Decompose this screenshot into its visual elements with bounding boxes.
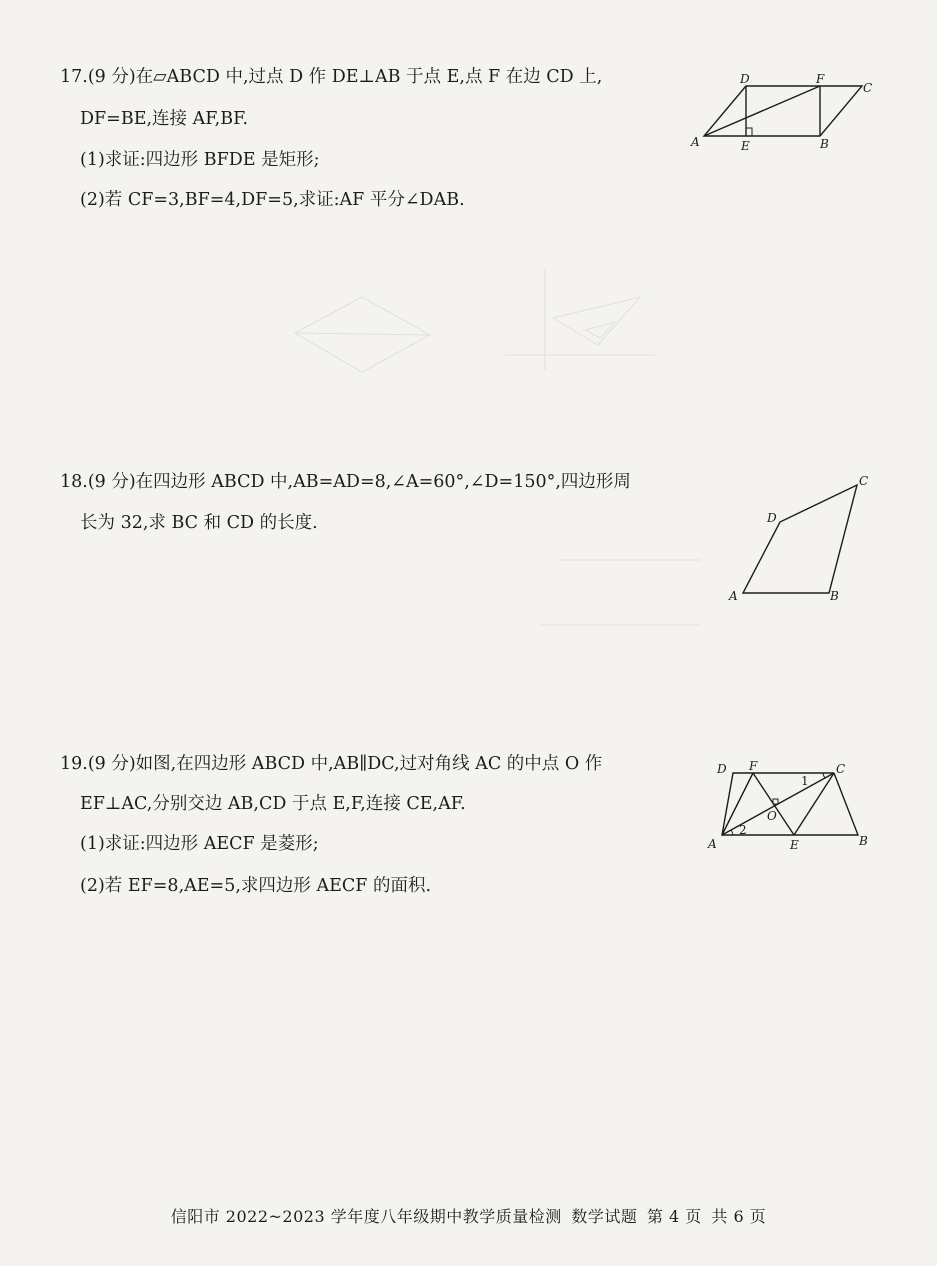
q18-label-b: B <box>830 589 839 603</box>
q19-part1: (1)求证:四边形 AECF 是菱形; <box>80 834 319 854</box>
q17-label-e: E <box>741 139 750 153</box>
q17-stem-line1: 17.(9 分)在▱ABCD 中,过点 D 作 DE⊥AB 于点 E,点 F 在边 CD 上, <box>60 67 603 87</box>
q19-label-e: E <box>790 838 799 852</box>
footer-subject: 数学试题 <box>571 1207 638 1226</box>
q19-label-o: O <box>767 809 777 823</box>
q19-label-a: A <box>708 837 717 851</box>
q19-part2: (2)若 EF=8,AE=5,求四边形 AECF 的面积. <box>80 876 432 896</box>
q17-label-c: C <box>863 81 873 95</box>
q17-stem-line2: DF=BE,连接 AF,BF. <box>80 109 249 129</box>
q19-segment-ce <box>794 773 834 835</box>
q17-label-f: F <box>816 72 825 86</box>
q19-stem-line2: EF⊥AC,分别交边 AB,CD 于点 E,F,连接 CE,AF. <box>80 794 466 814</box>
q19-label-b: B <box>859 834 868 848</box>
q19-label-f: F <box>749 759 758 773</box>
q17-label-b: B <box>820 137 829 151</box>
q19-label-angle-2: 2 <box>739 823 747 837</box>
q18-label-a: A <box>729 589 738 603</box>
q18-stem-line1: 18.(9 分)在四边形 ABCD 中,AB=AD=8,∠A=60°,∠D=150°,四边形周 <box>60 472 631 492</box>
q17-parallelogram-figure <box>686 66 886 156</box>
q19-trapezoid-figure <box>703 758 883 858</box>
q18-stem-line2: 长为 32,求 BC 和 CD 的长度. <box>80 513 318 533</box>
q19-label-angle-1: 1 <box>801 774 809 788</box>
q19-label-c: C <box>836 762 846 776</box>
q17-parallelogram-abcd <box>704 86 862 136</box>
q18-quadrilateral-figure <box>722 470 882 610</box>
q17-part1: (1)求证:四边形 BFDE 是矩形; <box>80 150 320 170</box>
footer-total-pages: 共 6 页 <box>711 1207 767 1226</box>
q19-angle-1-arc <box>823 773 825 778</box>
q19-angle-2-arc <box>731 830 733 835</box>
footer-exam-title: 信阳市 2022~2023 学年度八年级期中教学质量检测 <box>170 1207 562 1226</box>
page-footer <box>0 1204 937 1227</box>
q17-label-a: A <box>691 135 700 149</box>
q17-label-d: D <box>740 72 750 86</box>
q19-label-d: D <box>717 762 727 776</box>
q18-label-d: D <box>767 511 777 525</box>
q18-label-c: C <box>859 474 869 488</box>
q19-stem-line1: 19.(9 分)如图,在四边形 ABCD 中,AB∥DC,过对角线 AC 的中点 O 作 <box>60 754 603 774</box>
q17-segment-af <box>704 86 820 136</box>
q17-right-angle-mark <box>746 128 752 136</box>
q17-part2: (2)若 CF=3,BF=4,DF=5,求证:AF 平分∠DAB. <box>80 190 465 210</box>
q18-quadrilateral-abcd <box>743 485 857 593</box>
footer-page-number: 第 4 页 <box>646 1207 702 1226</box>
